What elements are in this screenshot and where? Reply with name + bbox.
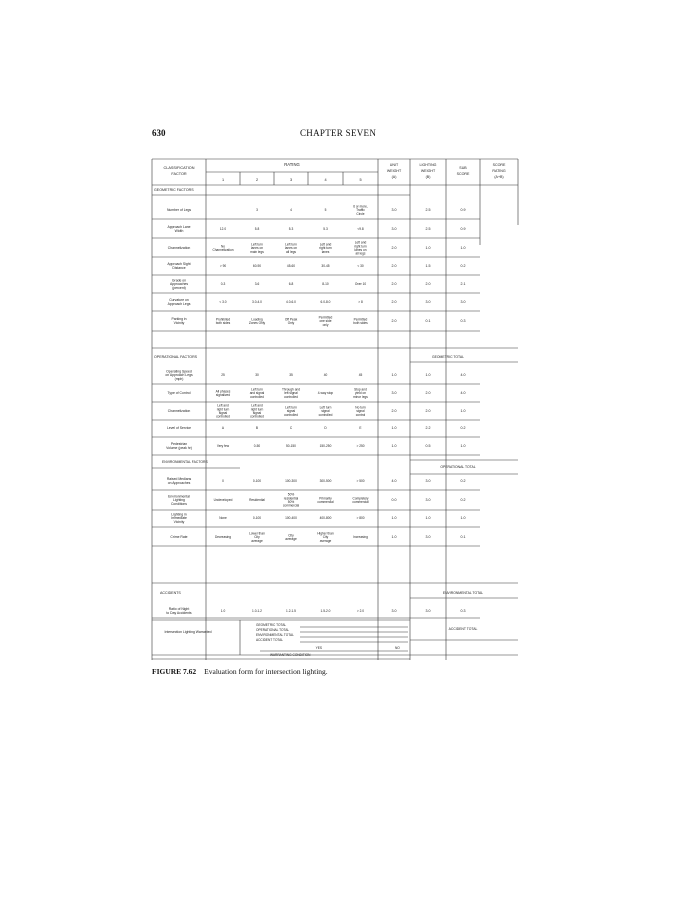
rating-cell: Left turn lanes on all legs [284, 242, 298, 254]
rating-cell: 0-100 [252, 516, 262, 521]
lighting-weight-value: 1.5 [425, 264, 431, 269]
sub-score-value: 0.2 [460, 498, 466, 503]
classification-header: FACTOR [171, 172, 187, 176]
rating-cell: 4-way stop [317, 391, 334, 396]
rating-cell: No Channelization [212, 244, 234, 253]
lighting-warranted-label: Intersection Lighting Warranted [164, 630, 212, 634]
rating-cell: 0-100 [252, 479, 262, 484]
factor-label: Operating Speed on Approach Legs (mph) [165, 369, 193, 382]
lighting-weight-header: WEIGHT [420, 169, 436, 173]
rating-cell: 0 [222, 479, 224, 484]
factor-label: Crime Rate [170, 535, 188, 540]
yes-label: YES [315, 646, 322, 650]
sub-score-value: 1.0 [460, 516, 466, 521]
rating-cell: Left and right turn signal controlled [250, 403, 264, 419]
bottom-total-line: GEOMETRIC TOTAL [256, 623, 287, 627]
factor-label: Level of Service [166, 426, 192, 431]
lighting-weight-value: 2.0 [425, 391, 431, 396]
unit-weight-value: 1.0 [391, 426, 397, 431]
rating-cell: 6 or more, Traffic Circle [353, 204, 368, 216]
rating-cell: 45 [358, 373, 363, 378]
rating-cell: D [324, 426, 327, 431]
rating-cell: Through and left signal controlled [281, 387, 301, 399]
factor-label: Environmental Lighting Conditions [168, 494, 190, 507]
rating-cell: > 800 [356, 516, 365, 521]
rating-cell: 30-45 [321, 264, 330, 269]
rating-cell: Permitted one side only [318, 315, 333, 327]
rating-cell: 5.8 [254, 227, 260, 232]
sub-score-value: 0.9 [460, 208, 466, 213]
rating-cell: 45-60 [286, 264, 296, 269]
figure-caption [152, 667, 328, 676]
lighting-weight-value: 2.0 [425, 282, 431, 287]
rating-cell: No turn signal control [355, 405, 366, 417]
rating-cell: 5.3 [288, 227, 294, 232]
rating-cell: Left turn lanes on main legs [250, 242, 264, 254]
rating-cell: 3-6 [254, 282, 260, 287]
rating-4-header: 4 [324, 178, 327, 182]
rating-cell: Left turn signal controlled [318, 405, 333, 417]
rating-cell: 100-400 [285, 516, 297, 521]
rating-cell: 5 [324, 208, 327, 213]
score-rating-header: SCORE [492, 163, 506, 167]
rating-cell: 100-300 [285, 479, 297, 484]
rating-cell: 6.0-8.0 [320, 300, 331, 305]
sub-score-value: 2.1 [460, 282, 466, 287]
unit-weight-value: 1.0 [391, 516, 397, 521]
rating-cell: Residential [249, 498, 265, 503]
rating-cell: 8-10 [322, 282, 329, 287]
rating-cell: 40 [323, 373, 328, 378]
rating-cell: Undeveloped [213, 498, 233, 503]
rating-3-header: 3 [289, 178, 293, 182]
unit-weight-value: 1.0 [391, 444, 397, 449]
rating-cell: <9.8 [357, 227, 364, 232]
unit-weight-value: 2.0 [391, 282, 397, 287]
lighting-weight-value: 3.0 [425, 300, 431, 305]
unit-weight-value: 3.0 [391, 609, 397, 614]
geometric-section-label: GEOMETRIC FACTORS [154, 188, 194, 192]
factor-label: Approach Sight Distance [167, 262, 191, 271]
geometric-total-label: GEOMETRIC TOTAL [431, 355, 465, 359]
lighting-weight-value: 2.5 [425, 208, 431, 213]
figure-label: FIGURE 7.62 [152, 667, 197, 676]
factor-label: Channelization [167, 246, 191, 251]
lighting-weight-value: 2.0 [425, 409, 431, 414]
rating-cell: Over 10 [354, 282, 367, 287]
rating-cell: 6-8 [288, 282, 294, 287]
rating-cell: Increasing [353, 535, 368, 540]
rating-cell: > 250 [356, 444, 365, 449]
score-rating-header: (A+B) [494, 175, 504, 179]
rating-cell: E [359, 426, 362, 431]
rating-cell: Left turn signal controlled [284, 405, 298, 417]
unit-weight-value: 2.0 [391, 246, 397, 251]
unit-weight-value: 2.0 [391, 300, 397, 305]
rating-cell: 1.0 [220, 609, 226, 614]
rating-cell: 1.0-1.2 [252, 609, 262, 614]
rating-cell: 25 [221, 373, 225, 378]
sub-score-value: 0.9 [460, 227, 466, 232]
no-label: NO [395, 646, 400, 650]
lighting-weight-value: 2.5 [425, 227, 431, 232]
lighting-weight-value: 2.2 [425, 426, 431, 431]
rating-cell: Left turn and signal controlled [249, 387, 265, 399]
warranting-condition-label: WARRANTING CONDITION [270, 653, 311, 657]
lighting-weight-header: (B) [425, 175, 431, 179]
rating-cell: Prohibited both sides [215, 317, 231, 326]
unit-weight-value: 0.0 [391, 498, 397, 503]
factor-label: Number of Legs [166, 208, 192, 213]
rating-cell: > 8 [358, 300, 363, 305]
sub-score-value: 3.0 [460, 300, 466, 305]
sub-score-value: 1.0 [460, 409, 466, 414]
rating-cell: Primarily commercial [317, 496, 334, 505]
unit-weight-value: 4.0 [391, 479, 397, 484]
rating-cell: Completely commercial [352, 496, 369, 505]
unit-weight-value: 3.0 [391, 227, 397, 232]
chapter-title: CHAPTER SEVEN [300, 128, 377, 138]
operational-section-label: OPERATIONAL FACTORS [154, 355, 198, 359]
unit-weight-value: 1.0 [391, 373, 397, 378]
bottom-total-line: ENVIRONMENTAL TOTAL [256, 633, 294, 637]
rating-cell: 4.0-6.0 [286, 300, 296, 305]
rating-header: RATING [284, 162, 300, 167]
rating-cell: Very few [216, 444, 230, 449]
unit-weight-value: 2.0 [391, 409, 397, 414]
unit-weight-value: 3.0 [391, 391, 397, 396]
sub-score-value: 0.2 [460, 264, 466, 269]
rating-cell: < 30 [357, 264, 364, 269]
rating-cell: Left and right turn lanes [319, 242, 332, 254]
rating-cell: Higher than City average [317, 531, 334, 543]
rating-cell: 12.0 [219, 227, 227, 232]
rating-cell: 400-800 [319, 516, 332, 521]
lighting-weight-header: LIGHTING [419, 163, 437, 167]
factor-label: Channelization [167, 409, 191, 414]
rating-cell: 0-3 [220, 282, 226, 287]
lighting-weight-value: 3.0 [425, 609, 431, 614]
sub-score-value: 0.2 [460, 426, 466, 431]
sub-score-header: SCORE [456, 172, 470, 176]
lighting-weight-value: 1.0 [425, 246, 431, 251]
rating-cell: Lower than City average [249, 531, 265, 543]
lighting-weight-value: 0.1 [425, 319, 431, 324]
sub-score-value: 4.0 [460, 373, 466, 378]
classification-header: CLASSIFICATION [163, 166, 195, 170]
operational-total-label: OPERATIONAL TOTAL [440, 465, 476, 469]
lighting-weight-value: 1.0 [425, 373, 431, 378]
rating-cell: 50% residential 50% commercial [282, 492, 300, 508]
lighting-weight-value: 3.0 [425, 535, 431, 540]
rating-cell: > 90 [219, 264, 227, 269]
accidents-section-label: ACCIDENTS [160, 591, 181, 595]
rating-cell: > 500 [356, 479, 365, 484]
rating-cell: 1.2-1.5 [286, 609, 296, 614]
environmental-section-label: ENVIRONMENTAL FACTORS [162, 460, 208, 464]
factor-label: Grade on Approaches (percent) [169, 278, 189, 291]
page-number: 630 [152, 128, 166, 138]
rating-cell: 50-150 [286, 444, 296, 449]
unit-weight-value: 1.0 [391, 535, 397, 540]
unit-weight-header: UNIT [389, 163, 399, 167]
lighting-weight-value: 0.5 [425, 444, 431, 449]
sub-score-value: 1.0 [460, 246, 466, 251]
rating-cell: 300-500 [319, 479, 332, 484]
rating-5-header: 5 [359, 178, 362, 182]
rating-cell: 1.5-2.0 [320, 609, 331, 614]
factor-label: Parking in Vicinity [171, 317, 187, 326]
lighting-weight-value: 3.0 [425, 479, 431, 484]
rating-cell: Loading Zones Only [248, 317, 266, 326]
unit-weight-value: 3.0 [391, 208, 397, 213]
rating-cell: 35 [289, 373, 293, 378]
rating-cell: 3 [256, 208, 258, 213]
rating-cell: None [219, 516, 227, 521]
factor-label: Type of Control [167, 391, 191, 396]
rating-cell: 4 [290, 208, 292, 213]
bottom-total-line: OPERATIONAL TOTAL [256, 628, 290, 632]
unit-weight-value: 2.0 [391, 319, 397, 324]
rating-2-header: 2 [255, 178, 259, 182]
rating-cell: Off Peak Only [284, 317, 298, 326]
sub-score-value: 0.1 [460, 535, 466, 540]
rating-cell: 150-250 [319, 444, 332, 449]
factor-label: Approach Lane Width [167, 225, 191, 234]
sub-score-value: 0.3 [460, 319, 466, 324]
rating-1-header: 1 [221, 178, 225, 182]
rating-cell: C [289, 426, 293, 431]
sub-score-value: 0.2 [460, 479, 466, 484]
environmental-total-label: ENVIRONMENTAL TOTAL [442, 591, 484, 595]
lighting-weight-value: 3.0 [425, 498, 431, 503]
unit-weight-header: WEIGHT [386, 169, 402, 173]
sub-score-header: SUB [459, 166, 467, 170]
sub-score-value: 4.0 [460, 391, 466, 396]
lighting-weight-value: 1.0 [425, 516, 431, 521]
factor-label: Raised Medians on Approaches [166, 477, 192, 486]
rating-cell: Permitted both sides [353, 317, 368, 326]
rating-cell: Decreasing [214, 535, 232, 540]
factor-label: Curvature on Approach Legs [167, 298, 191, 307]
rating-cell: > 2.0 [356, 609, 365, 614]
rating-cell: Stop and yield on minor legs [353, 387, 368, 399]
rating-cell: A [221, 426, 225, 431]
rating-cell: Left and right turn signal controlled [216, 403, 230, 419]
rating-cell: Left and right turn lanes on all legs [354, 240, 367, 256]
rating-cell: 3.0-4.0 [252, 300, 262, 305]
figure-caption-text: Evaluation form for intersection lighting. [204, 667, 328, 676]
unit-weight-value: 2.0 [391, 264, 397, 269]
rating-cell: B [255, 426, 259, 431]
rating-cell: 30 [255, 373, 259, 378]
rating-cell: All phases signalized [215, 389, 231, 398]
rating-cell: 0-50 [253, 444, 261, 449]
rating-cell: 60-90 [252, 264, 262, 269]
rating-cell: 5.3 [323, 227, 328, 232]
factor-label: Ratio of Night to Day Accidents [166, 607, 192, 616]
rating-cell: < 3.0 [219, 300, 227, 305]
sub-score-value: 0.3 [460, 609, 466, 614]
bottom-total-line: ACCIDENT TOTAL [256, 638, 284, 642]
score-rating-header: RATING [492, 169, 506, 173]
factor-label: Pedestrian Volume (peak hr) [166, 442, 192, 451]
sub-score-value: 1.0 [460, 444, 466, 449]
unit-weight-header: (A) [391, 175, 397, 179]
factor-label: Lighting in Immediate Vicinity [171, 512, 187, 525]
accident-total-label: ACCIDENT TOTAL [448, 627, 478, 631]
rating-cell: City average [285, 533, 297, 542]
